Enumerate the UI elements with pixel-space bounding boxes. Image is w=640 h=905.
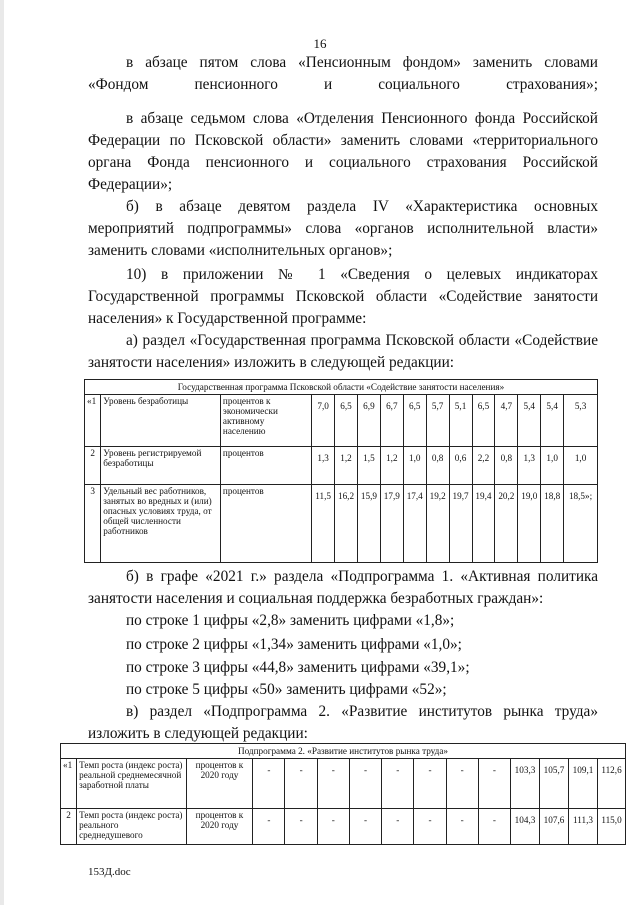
value-cell: 112,6 [598, 759, 626, 809]
value-cell: 7,0 [312, 395, 335, 447]
unit: процентов к экономически активному населению [220, 395, 311, 447]
value-cell: 109,1 [569, 759, 598, 809]
paragraph-1: в абзаце пятом слова «Пенсионным фондом» заменить словами «Фондом пенсионного и социального страхования»; [88, 54, 598, 93]
paragraph-4: 10) в приложении № 1 «Сведения о целевых индикаторах Государственной программы Псковской области «Содействие занятости населения» к Государственной программе: [88, 266, 598, 327]
table-row [85, 447, 598, 485]
page-number: 16 [313, 36, 327, 51]
value-cell: 0,8 [495, 447, 518, 485]
value-cell: 20,2 [495, 485, 518, 563]
table-row [61, 809, 626, 845]
unit: процентов к 2020 году [186, 809, 253, 845]
value-cell: 1,2 [335, 447, 358, 485]
value-cell: 5,4 [518, 395, 541, 447]
unit: процентов [220, 485, 311, 563]
value-cell: - [446, 759, 478, 809]
table-caption: Государственная программа Псковской области «Содействие занятости населения» [85, 380, 598, 395]
value-cell: - [317, 759, 349, 809]
paragraph-8: по строке 2 цифры «1,34» заменить цифрами «1,0»; [126, 636, 462, 653]
value-cell: 19,2 [426, 485, 449, 563]
document-footer: 153Д.doc [88, 866, 131, 878]
value-cell: 19,7 [449, 485, 472, 563]
scan-edge [0, 0, 4, 905]
value-cell: 107,6 [540, 809, 569, 845]
row-number: 2 [61, 809, 77, 845]
table-row [85, 395, 598, 447]
value-cell: 6,5 [335, 395, 358, 447]
value-cell: 17,4 [403, 485, 426, 563]
value-cell: - [317, 809, 349, 845]
unit: процентов к 2020 году [186, 759, 253, 809]
value-cell: 1,0 [541, 447, 564, 485]
value-cell: 18,8 [541, 485, 564, 563]
value-cell: - [253, 809, 285, 845]
value-cell: 19,0 [518, 485, 541, 563]
row-number: 3 [85, 485, 101, 563]
paragraph-7: по строке 1 цифры «2,8» заменить цифрами «1,8»; [126, 612, 455, 629]
table-row [61, 759, 626, 809]
value-cell: - [414, 759, 446, 809]
value-cell: 0,6 [449, 447, 472, 485]
value-cell: 1,5 [357, 447, 380, 485]
value-cell: - [349, 809, 381, 845]
value-cell: 2,2 [472, 447, 495, 485]
unit: процентов [220, 447, 311, 485]
indicator-name: Темп роста (индекс роста) реальной среднемесячной заработной платы [77, 759, 187, 809]
value-cell: 5,7 [426, 395, 449, 447]
value-cell: 111,3 [569, 809, 598, 845]
value-cell: 0,8 [426, 447, 449, 485]
value-cell: 1,0 [564, 447, 598, 485]
table-state-program [84, 379, 598, 563]
value-cell: 6,5 [403, 395, 426, 447]
paragraph-3: б) в абзаце девятом раздела IV «Характеристика основных мероприятий подпрограммы» слова «органов исполнительной власти» заменить словами «исполнительных органов»; [88, 198, 598, 259]
value-cell: - [382, 759, 414, 809]
indicator-name: Уровень регистрируемой безработицы [101, 447, 221, 485]
value-cell: 1,2 [380, 447, 403, 485]
indicator-name: Уровень безработицы [101, 395, 221, 447]
value-cell: 19,4 [472, 485, 495, 563]
row-number: «1 [61, 759, 77, 809]
value-cell: - [349, 759, 381, 809]
paragraph-2: в абзаце седьмом слова «Отделения Пенсионного фонда Российской Федерации по Псковской области» заменить словами «территориального органа Фонда пенсионного и социального страхования Российской Федерации»; [88, 110, 598, 193]
value-cell: - [382, 809, 414, 845]
paragraph-11: в) раздел «Подпрограмма 2. «Развитие институтов рынка труда» изложить в следующей редакции: [88, 703, 598, 742]
value-cell: - [478, 809, 510, 845]
value-cell: - [414, 809, 446, 845]
paragraph-10: по строке 5 цифры «50» заменить цифрами «52»; [126, 681, 447, 698]
table-subprogram-2 [60, 743, 626, 845]
value-cell: 16,2 [335, 485, 358, 563]
value-cell: 6,9 [357, 395, 380, 447]
indicator-name: Темп роста (индекс роста) реального среднедушевого [77, 809, 187, 845]
value-cell: 1,3 [518, 447, 541, 485]
table-caption: Подпрограмма 2. «Развитие институтов рынка труда» [61, 744, 626, 759]
row-number: «1 [85, 395, 101, 447]
paragraph-9: по строке 3 цифры «44,8» заменить цифрами «39,1»; [126, 659, 470, 676]
value-cell: 5,4 [541, 395, 564, 447]
value-cell: 18,5»; [564, 485, 598, 563]
value-cell: - [285, 759, 317, 809]
row-number: 2 [85, 447, 101, 485]
value-cell: - [446, 809, 478, 845]
value-cell: 115,0 [598, 809, 626, 845]
value-cell: 6,7 [380, 395, 403, 447]
value-cell: 6,5 [472, 395, 495, 447]
value-cell: 5,1 [449, 395, 472, 447]
value-cell: - [253, 759, 285, 809]
paragraph-5: а) раздел «Государственная программа Псковской области «Содействие занятости населения» изложить в следующей редакции: [88, 332, 598, 371]
value-cell: 103,3 [511, 759, 540, 809]
value-cell: 1,0 [403, 447, 426, 485]
indicator-name: Удельный вес работников, занятых во вредных и (или) опасных условиях труда, от общей численности работников [101, 485, 221, 563]
value-cell: 1,3 [312, 447, 335, 485]
value-cell: 105,7 [540, 759, 569, 809]
value-cell: - [478, 759, 510, 809]
value-cell: 17,9 [380, 485, 403, 563]
table-row [85, 485, 598, 563]
value-cell: 4,7 [495, 395, 518, 447]
paragraph-6: б) в графе «2021 г.» раздела «Подпрограмма 1. «Активная политика занятости населения и социальная поддержка безработных граждан»: [88, 568, 598, 607]
value-cell: 11,5 [312, 485, 335, 563]
value-cell: 15,9 [357, 485, 380, 563]
value-cell: 104,3 [511, 809, 540, 845]
value-cell: - [285, 809, 317, 845]
value-cell: 5,3 [564, 395, 598, 447]
